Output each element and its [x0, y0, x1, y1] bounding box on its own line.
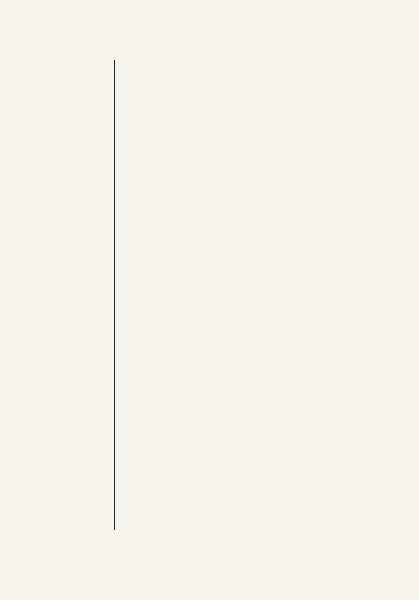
- running-header: [98, 340, 110, 480]
- chapter-title: [352, 76, 378, 336]
- column-rule: [114, 60, 115, 530]
- page-number: [100, 540, 112, 560]
